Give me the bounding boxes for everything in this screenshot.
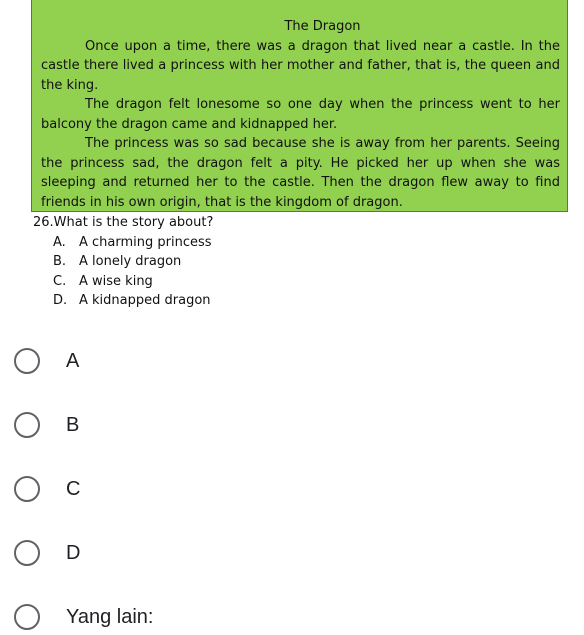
option-text: A lonely dragon — [79, 254, 182, 269]
radio-button-icon[interactable] — [14, 476, 40, 502]
answer-choice-label: C — [66, 477, 81, 500]
story-paragraph-1: Once upon a time, there was a dragon that lived near a castle. In the castle there lived a princess with her mother and father, that is, the queen and the king. — [41, 38, 560, 93]
story-paragraph-3: The princess was so sad because she is away from her parents. Seeing the princess sad, the dragon felt a pity. He picked her up when she was sleeping and returned her to the castle. Then the dragon flew away to find friends in his own origin, that is the kingdom of dragon. — [41, 136, 560, 210]
question-options-list — [33, 233, 553, 311]
answer-choice-label: D — [66, 541, 81, 564]
answer-choice-label: A — [66, 349, 80, 372]
option-text: A kidnapped dragon — [79, 293, 211, 308]
answer-choice-other[interactable] — [14, 599, 314, 635]
radio-button-icon[interactable] — [14, 412, 40, 438]
radio-button-icon[interactable] — [14, 348, 40, 374]
question-option-b — [33, 252, 553, 272]
question-option-d — [33, 291, 553, 311]
question-text: 26.What is the story about? — [33, 215, 214, 230]
story-passage-box — [31, 0, 568, 212]
option-letter: D. — [53, 293, 68, 308]
answer-choice-label: B — [66, 413, 80, 436]
answer-choice-c[interactable] — [14, 471, 314, 507]
question-block — [33, 213, 553, 311]
option-text: A charming princess — [79, 234, 212, 250]
option-letter: C. — [53, 273, 67, 289]
question-option-c — [33, 272, 553, 292]
answer-choice-a[interactable] — [14, 343, 314, 379]
answer-choice-b[interactable] — [14, 407, 314, 443]
option-text: A wise king — [79, 273, 153, 289]
option-letter: A. — [53, 234, 66, 250]
radio-button-icon[interactable] — [14, 540, 40, 566]
question-option-a — [33, 233, 553, 253]
story-title: The Dragon — [284, 19, 361, 34]
option-letter: B. — [53, 254, 67, 269]
answer-choice-label: Yang lain: — [66, 605, 154, 628]
answer-choice-d[interactable] — [14, 535, 314, 571]
story-paragraph-2: The dragon felt lonesome so one day when the princess went to her balcony the dragon came and kidnapped her. — [41, 97, 560, 132]
radio-button-icon[interactable] — [14, 604, 40, 630]
